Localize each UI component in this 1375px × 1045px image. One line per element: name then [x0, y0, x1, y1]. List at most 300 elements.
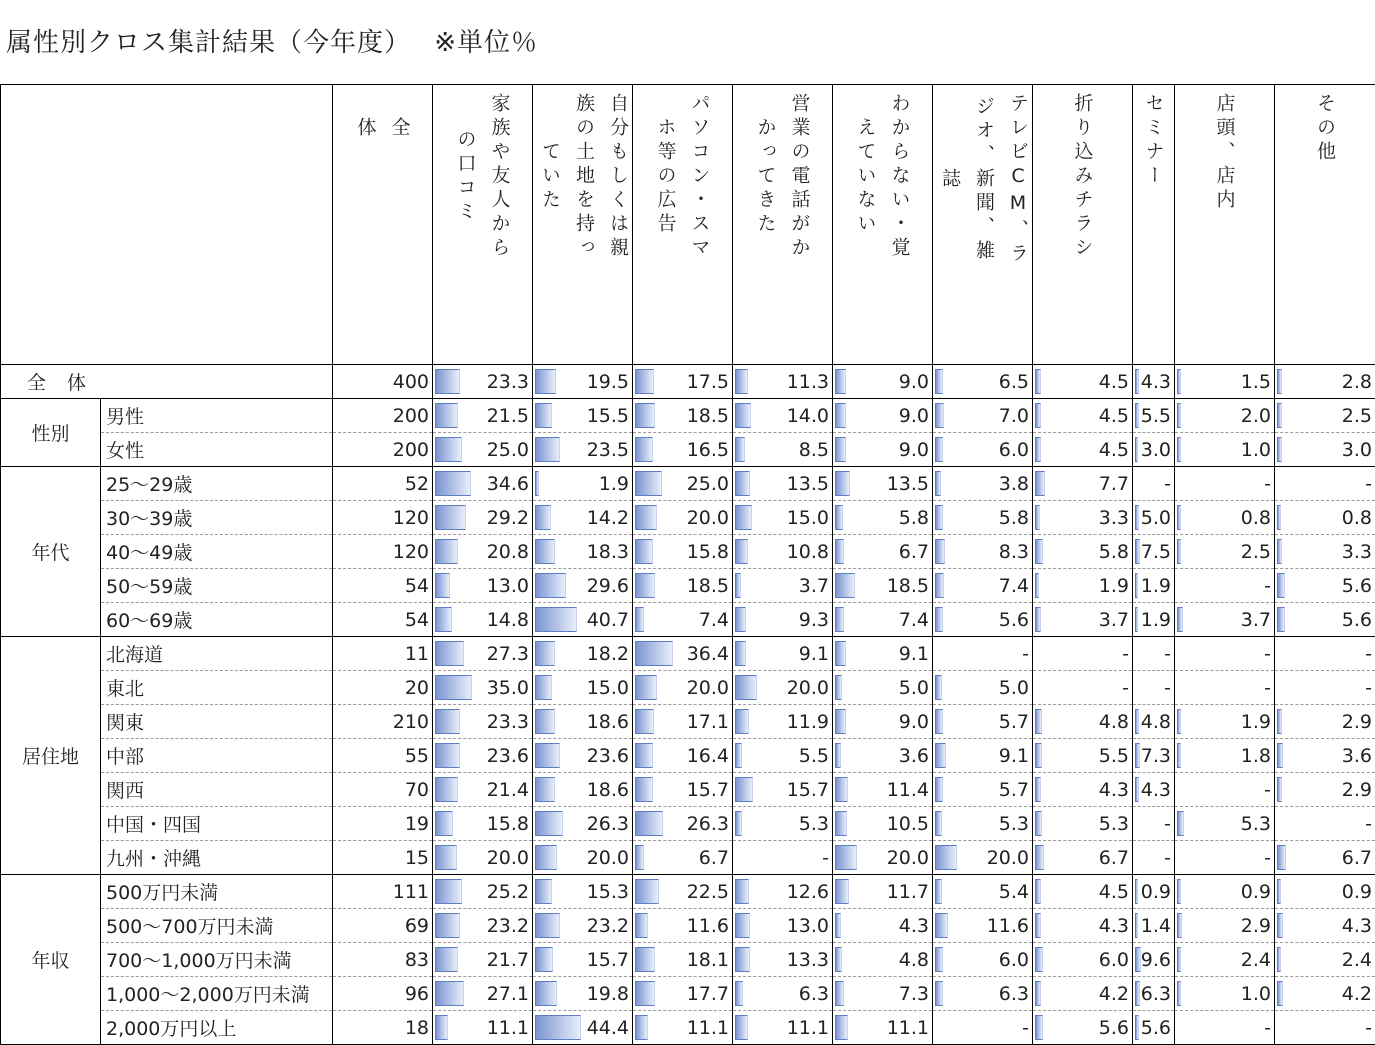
cell-value: 5.5 [799, 745, 832, 767]
row-label: 九州・沖縄 [101, 841, 333, 875]
cell-value: 6.7 [699, 847, 732, 869]
data-bar [735, 573, 741, 598]
data-bar [1035, 845, 1044, 870]
value-cell [833, 977, 933, 1011]
cell-value: 18.6 [587, 779, 632, 801]
cell-value: 11.6 [987, 915, 1032, 937]
data-bar [935, 471, 941, 496]
cell-value: 120 [393, 541, 432, 563]
value-cell [1275, 875, 1375, 909]
value-cell [833, 943, 933, 977]
data-bar [435, 369, 460, 394]
cell-value: 83 [405, 949, 432, 971]
value-cell [833, 467, 933, 501]
value-cell [1133, 773, 1175, 807]
value-cell [333, 637, 433, 671]
data-bar [735, 913, 750, 938]
data-bar [1177, 437, 1181, 462]
value-cell [1133, 909, 1175, 943]
value-cell [1033, 977, 1133, 1011]
data-bar [1135, 403, 1139, 428]
data-bar [1135, 539, 1140, 564]
data-bar [435, 709, 460, 734]
cell-value: 18 [405, 1017, 432, 1039]
cell-value: 44.4 [587, 1017, 632, 1039]
cell-value: 4.2 [1342, 983, 1375, 1005]
cell-value: 20 [405, 677, 432, 699]
data-bar [835, 913, 841, 938]
data-bar [1035, 505, 1040, 530]
data-bar [435, 607, 452, 632]
value-cell [1033, 365, 1133, 399]
value-cell [733, 535, 833, 569]
value-cell [833, 569, 933, 603]
cell-value: 22.5 [687, 881, 732, 903]
data-bar [735, 709, 749, 734]
data-bar [735, 369, 748, 394]
value-cell [433, 705, 533, 739]
cell-value: 0.9 [1241, 881, 1274, 903]
table-row [1, 841, 1375, 875]
data-bar [1277, 913, 1283, 938]
data-bar [1135, 879, 1138, 904]
table-row [1, 739, 1375, 773]
cell-value: 5.3 [1241, 813, 1274, 835]
cell-value: - [1022, 643, 1032, 665]
data-bar [1177, 539, 1181, 564]
value-cell [1133, 433, 1175, 467]
value-cell [533, 841, 633, 875]
cell-value: 4.5 [1099, 881, 1132, 903]
data-bar [835, 437, 846, 462]
cell-value: 4.3 [899, 915, 932, 937]
value-cell [533, 739, 633, 773]
cell-value: 23.6 [487, 745, 532, 767]
value-cell [1175, 365, 1275, 399]
column-header: その他 [1308, 93, 1342, 165]
header-other [1275, 85, 1375, 365]
value-cell [1275, 943, 1375, 977]
value-cell [1275, 807, 1375, 841]
cell-value: 54 [405, 575, 432, 597]
value-cell [333, 909, 433, 943]
value-cell [933, 909, 1033, 943]
header-own-land [533, 85, 633, 365]
value-cell [1275, 535, 1375, 569]
data-bar [1135, 369, 1139, 394]
data-bar [1035, 947, 1043, 972]
value-cell [433, 671, 533, 705]
cell-value: 1.4 [1141, 915, 1174, 937]
cell-value: 4.5 [1099, 405, 1132, 427]
cell-value: 36.4 [687, 643, 732, 665]
row-label: 関東 [101, 705, 333, 739]
data-bar [535, 913, 560, 938]
data-bar [1177, 743, 1181, 768]
data-bar [435, 471, 471, 496]
cell-value: 5.3 [999, 813, 1032, 835]
column-header: 全 体 [349, 117, 417, 141]
cell-value: 2.8 [1342, 371, 1375, 393]
cell-value: 35.0 [487, 677, 532, 699]
data-bar [935, 845, 957, 870]
cell-value: 11.4 [887, 779, 932, 801]
data-bar [735, 505, 752, 530]
value-cell [333, 569, 433, 603]
data-bar [835, 777, 848, 802]
data-bar [635, 641, 673, 666]
data-bar [1277, 437, 1282, 462]
column-header: 折り込みチラシ [1066, 93, 1100, 261]
data-bar [935, 505, 943, 530]
cell-value: 20.0 [987, 847, 1032, 869]
table-row [1, 637, 1375, 671]
value-cell [833, 637, 933, 671]
table-body [1, 365, 1375, 1045]
data-bar [735, 641, 746, 666]
value-cell [1033, 671, 1133, 705]
data-bar [535, 981, 557, 1006]
data-bar [1277, 369, 1282, 394]
value-cell [1175, 977, 1275, 1011]
cell-value: 5.7 [999, 779, 1032, 801]
value-cell [633, 705, 733, 739]
cell-value: 10.8 [787, 541, 832, 563]
value-cell [633, 603, 733, 637]
data-bar [1035, 539, 1043, 564]
row-label: 50～59歳 [101, 569, 333, 603]
data-bar [535, 641, 555, 666]
cell-value: 4.3 [1141, 371, 1174, 393]
value-cell [733, 399, 833, 433]
data-bar [1177, 913, 1182, 938]
value-cell [633, 501, 733, 535]
cell-value: 0.9 [1342, 881, 1375, 903]
value-cell [1033, 705, 1133, 739]
value-cell [733, 637, 833, 671]
cell-value: 5.6 [1342, 575, 1375, 597]
value-cell [1275, 773, 1375, 807]
header-word-of-mouth [433, 85, 533, 365]
table-row [1, 671, 1375, 705]
cell-value: 6.7 [899, 541, 932, 563]
data-bar [535, 675, 552, 700]
cell-value: 12.6 [787, 881, 832, 903]
value-cell [733, 603, 833, 637]
cell-value: 18.6 [587, 711, 632, 733]
cell-value: - [1264, 779, 1274, 801]
cell-value: 400 [393, 371, 432, 393]
value-cell [1275, 365, 1375, 399]
cell-value: 15.5 [587, 405, 632, 427]
value-cell [433, 399, 533, 433]
cell-value: 6.7 [1342, 847, 1375, 869]
cell-value: 9.0 [899, 711, 932, 733]
cell-value: 15.7 [687, 779, 732, 801]
value-cell [1033, 637, 1133, 671]
row-label: 男性 [101, 399, 333, 433]
cell-value: 4.8 [1099, 711, 1132, 733]
cell-value: 25.2 [487, 881, 532, 903]
cell-value: 3.6 [1342, 745, 1375, 767]
cell-value: 15.7 [587, 949, 632, 971]
data-bar [535, 437, 560, 462]
data-bar [435, 947, 458, 972]
cell-value: 1.9 [599, 473, 632, 495]
data-bar [1035, 811, 1042, 836]
value-cell [1033, 909, 1133, 943]
data-bar [835, 1015, 848, 1040]
value-cell [1175, 943, 1275, 977]
value-cell [1275, 977, 1375, 1011]
data-bar [935, 879, 942, 904]
row-label: 女性 [101, 433, 333, 467]
data-bar [1177, 879, 1181, 904]
data-bar [835, 641, 846, 666]
header-row [1, 85, 1375, 365]
cell-value: 21.7 [487, 949, 532, 971]
cell-value: 21.5 [487, 405, 532, 427]
header-seminar [1133, 85, 1175, 365]
value-cell [933, 705, 1033, 739]
value-cell [933, 637, 1033, 671]
data-bar [1277, 573, 1285, 598]
cell-value: 18.5 [887, 575, 932, 597]
row-label: 1,000～2,000万円未満 [101, 977, 333, 1011]
data-bar [1035, 913, 1041, 938]
data-bar [1277, 777, 1282, 802]
cell-value: - [1365, 677, 1375, 699]
data-bar [435, 505, 466, 530]
cell-value: 6.0 [1099, 949, 1132, 971]
cell-value: 40.7 [587, 609, 632, 631]
cell-value: 5.5 [1141, 405, 1174, 427]
cell-value: 6.7 [1099, 847, 1132, 869]
value-cell [333, 603, 433, 637]
cell-value: 7.4 [699, 609, 732, 631]
value-cell [1033, 535, 1133, 569]
value-cell [333, 875, 433, 909]
value-cell [633, 943, 733, 977]
value-cell [333, 399, 433, 433]
value-cell [1033, 399, 1133, 433]
value-cell [333, 671, 433, 705]
cell-value: 4.8 [1141, 711, 1174, 733]
data-bar [435, 403, 458, 428]
data-bar [535, 777, 555, 802]
value-cell [933, 433, 1033, 467]
table-row [1, 569, 1375, 603]
value-cell [933, 569, 1033, 603]
cell-value: 15.3 [587, 881, 632, 903]
cell-value: 3.3 [1342, 541, 1375, 563]
cell-value: - [1365, 643, 1375, 665]
table-row [1, 909, 1375, 943]
group-label: 年収 [1, 875, 101, 1045]
value-cell [733, 943, 833, 977]
data-bar [935, 675, 942, 700]
value-cell [533, 671, 633, 705]
column-header: わからない・覚 えていない [849, 93, 917, 261]
cell-value: 7.3 [899, 983, 932, 1005]
cell-value: 16.4 [687, 745, 732, 767]
data-bar [735, 947, 750, 972]
cell-value: 4.3 [1141, 779, 1174, 801]
cell-value: 2.4 [1342, 949, 1375, 971]
value-cell [1175, 807, 1275, 841]
table-row [1, 705, 1375, 739]
data-bar [835, 743, 841, 768]
data-bar [1277, 947, 1281, 972]
header-corner [1, 85, 333, 365]
cell-value: 13.0 [787, 915, 832, 937]
value-cell [833, 501, 933, 535]
data-bar [835, 845, 857, 870]
table-row [1, 365, 1375, 399]
row-label-total: 全 体 [1, 365, 333, 399]
value-cell [333, 501, 433, 535]
header-unknown [833, 85, 933, 365]
value-cell [433, 535, 533, 569]
cell-value: 52 [405, 473, 432, 495]
data-bar [535, 505, 551, 530]
cell-value: 2.9 [1342, 779, 1375, 801]
value-cell [533, 467, 633, 501]
cell-value: - [1164, 643, 1174, 665]
cell-value: 5.0 [1141, 507, 1174, 529]
value-cell [333, 773, 433, 807]
value-cell [1275, 671, 1375, 705]
cell-value: - [1164, 813, 1174, 835]
value-cell [1133, 977, 1175, 1011]
value-cell [1133, 501, 1175, 535]
value-cell [1033, 943, 1133, 977]
header-mass-media [933, 85, 1033, 365]
value-cell [1033, 807, 1133, 841]
cell-value: 18.5 [687, 575, 732, 597]
value-cell [333, 535, 433, 569]
cell-value: 4.3 [1099, 915, 1132, 937]
value-cell [533, 501, 633, 535]
data-bar [635, 913, 648, 938]
value-cell [1275, 739, 1375, 773]
value-cell [1275, 841, 1375, 875]
value-cell [433, 943, 533, 977]
value-cell [1275, 705, 1375, 739]
value-cell [733, 875, 833, 909]
column-header: 営業の電話がか かってきた [749, 93, 817, 261]
value-cell [733, 705, 833, 739]
cell-value: 15 [405, 847, 432, 869]
value-cell [533, 977, 633, 1011]
value-cell [733, 671, 833, 705]
cell-value: 54 [405, 609, 432, 631]
cell-value: 23.2 [487, 915, 532, 937]
cell-value: 15.8 [487, 813, 532, 835]
data-bar [535, 607, 577, 632]
cell-value: 3.7 [1099, 609, 1132, 631]
data-bar [1277, 709, 1282, 734]
cell-value: 9.0 [899, 439, 932, 461]
value-cell [733, 433, 833, 467]
data-bar [835, 573, 855, 598]
data-bar [1177, 981, 1181, 1006]
cell-value: 16.5 [687, 439, 732, 461]
cell-value: 27.1 [487, 983, 532, 1005]
value-cell [1133, 365, 1175, 399]
value-cell [1175, 603, 1275, 637]
cell-value: 3.8 [999, 473, 1032, 495]
table-row [1, 807, 1375, 841]
data-bar [1135, 437, 1138, 462]
value-cell [933, 399, 1033, 433]
value-cell [1133, 399, 1175, 433]
data-bar [835, 879, 849, 904]
value-cell [1175, 637, 1275, 671]
value-cell [733, 569, 833, 603]
cell-value: - [1164, 847, 1174, 869]
value-cell [1133, 739, 1175, 773]
value-cell [433, 773, 533, 807]
cell-value: 9.1 [999, 745, 1032, 767]
value-cell [1133, 671, 1175, 705]
value-cell [1133, 841, 1175, 875]
table-row [1, 603, 1375, 637]
row-label: 関西 [101, 773, 333, 807]
cell-value: 11.1 [887, 1017, 932, 1039]
group-label: 居住地 [1, 637, 101, 875]
cell-value: 20.0 [687, 677, 732, 699]
cell-value: - [1264, 1017, 1274, 1039]
data-bar [1035, 777, 1041, 802]
value-cell [1275, 1011, 1375, 1045]
value-cell [933, 807, 1033, 841]
value-cell [633, 399, 733, 433]
value-cell [1033, 773, 1133, 807]
cell-value: 29.6 [587, 575, 632, 597]
cell-value: 5.6 [999, 609, 1032, 631]
row-label: 中国・四国 [101, 807, 333, 841]
value-cell [733, 977, 833, 1011]
cell-value: 14.2 [587, 507, 632, 529]
value-cell [633, 467, 733, 501]
value-cell [433, 433, 533, 467]
cell-value: 3.3 [1099, 507, 1132, 529]
data-bar [435, 437, 462, 462]
value-cell [1133, 705, 1175, 739]
value-cell [833, 875, 933, 909]
cell-value: 9.0 [899, 371, 932, 393]
data-bar [535, 1015, 581, 1040]
row-label: 500万円未満 [101, 875, 333, 909]
cell-value: 5.3 [1099, 813, 1132, 835]
cell-value: 111 [393, 881, 432, 903]
header-web-ads [633, 85, 733, 365]
cell-value: 6.3 [799, 983, 832, 1005]
cell-value: 3.6 [899, 745, 932, 767]
header-sales-call [733, 85, 833, 365]
column-header: テレビCM、ラ ジオ、新聞、雑 誌 [933, 93, 1033, 267]
cell-value: 5.6 [1141, 1017, 1174, 1039]
data-bar [1177, 403, 1181, 428]
value-cell [933, 501, 1033, 535]
cell-value: 5.8 [899, 507, 932, 529]
value-cell [1275, 569, 1375, 603]
data-bar [435, 573, 450, 598]
value-cell [633, 773, 733, 807]
value-cell [933, 671, 1033, 705]
value-cell [1033, 603, 1133, 637]
